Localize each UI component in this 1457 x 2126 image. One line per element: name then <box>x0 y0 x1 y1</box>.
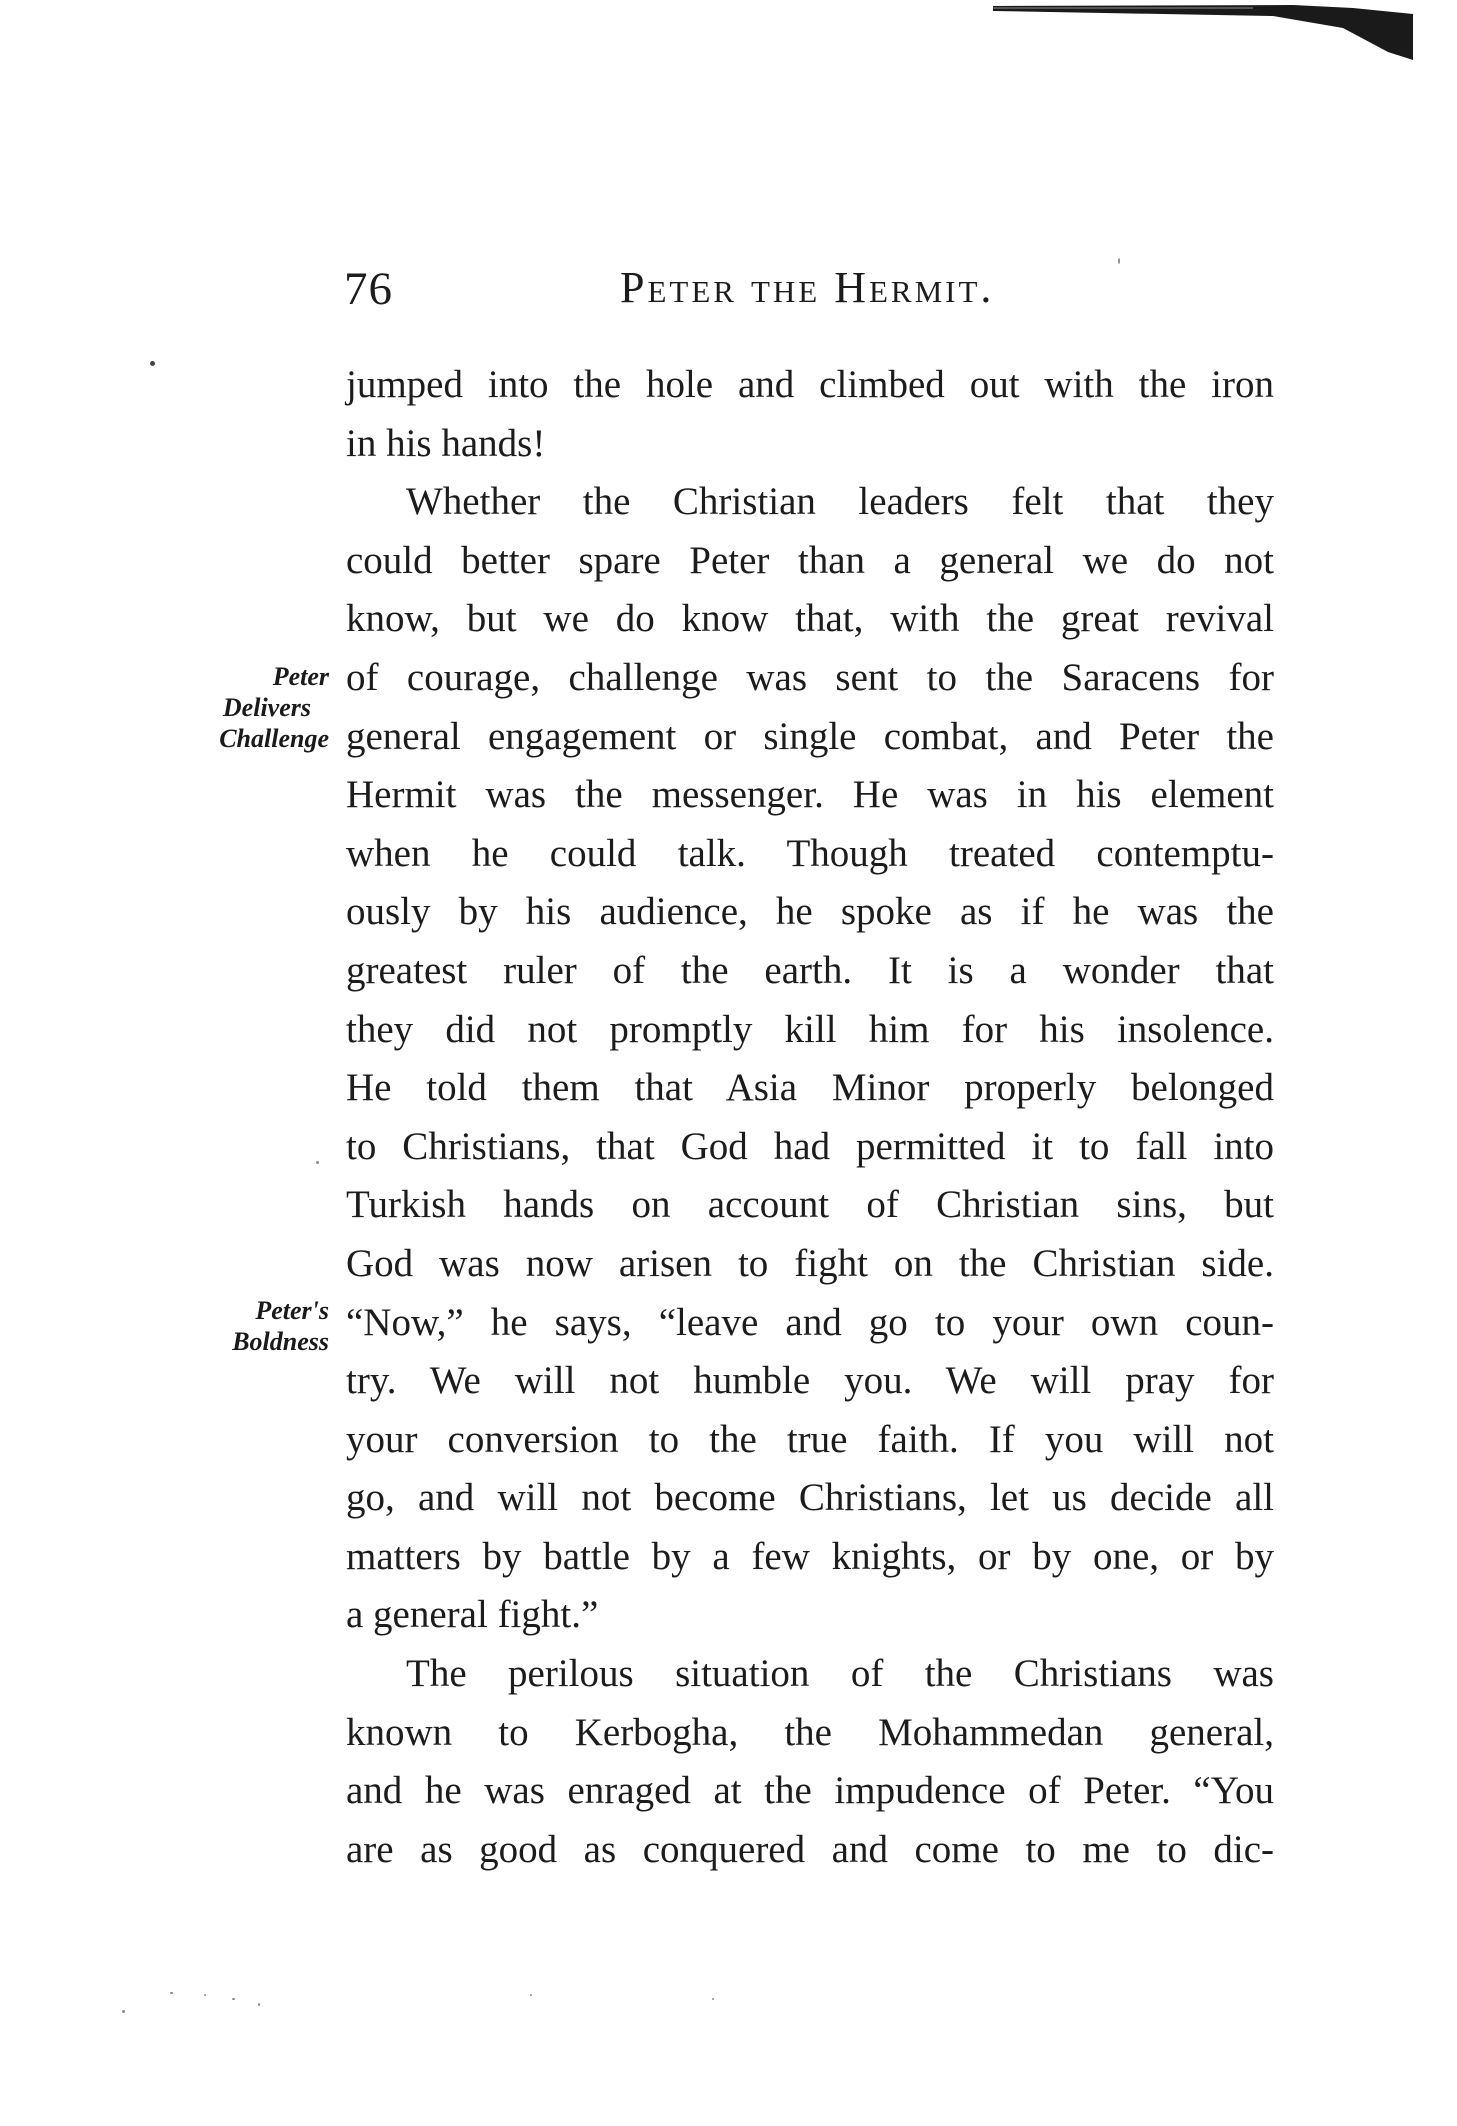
text-line: when he could talk. Though treated contemptu- <box>346 831 1274 875</box>
text-line: know, but we do know that, with the great revival <box>346 597 1274 641</box>
text-line: they did not promptly kill him for his insolence. <box>346 1007 1274 1051</box>
text-line: are as good as conquered and come to me to dic- <box>346 1827 1274 1871</box>
sidenote-line: Delivers <box>222 693 311 722</box>
text-line: jumped into the hole and climbed out with the iron <box>346 363 1274 406</box>
speck <box>316 1161 319 1164</box>
text-line: known to Kerbogha, the Mohammedan general, <box>346 1710 1274 1754</box>
speck <box>170 1992 173 1994</box>
text-line: a general fight.” <box>346 1593 599 1637</box>
text-line: to Christians, that God had permitted it to fall into <box>346 1124 1274 1168</box>
sidenote-line: Challenge <box>219 724 329 753</box>
text-line: matters by battle by a few knights, or by one, or by <box>346 1534 1274 1578</box>
speck <box>1118 258 1120 264</box>
sidenote-peter-delivers-challenge <box>219 661 329 754</box>
text-line: Hermit was the messenger. He was in his element <box>346 773 1274 817</box>
text-line: in his hands! <box>346 421 546 465</box>
speck <box>530 1994 532 1996</box>
page-corner-shadow <box>993 0 1413 60</box>
text-line: general engagement or single combat, and Peter the <box>346 714 1274 758</box>
text-line: ously by his audience, he spoke as if he was the <box>346 890 1274 934</box>
text-line: and he was enraged at the impudence of Peter. “You <box>346 1769 1274 1813</box>
speck <box>232 1998 235 2000</box>
text-line: try. We will not humble you. We will pray for <box>346 1359 1274 1403</box>
running-title: Peter the Hermit. <box>620 263 995 312</box>
text-line: could better spare Peter than a general we do not <box>346 538 1274 582</box>
speck <box>712 1998 714 2000</box>
sidenote-line: Peter's <box>255 1296 329 1325</box>
text-line: “Now,” he says, “leave and go to your own coun- <box>346 1300 1274 1344</box>
body-text <box>346 356 1274 1879</box>
text-line: go, and will not become Christians, let us decide all <box>346 1476 1274 1520</box>
sidenote-line: Peter <box>272 662 329 691</box>
sidenote-peters-boldness <box>232 1295 329 1357</box>
text-line: Turkish hands on account of Christian sins, but <box>346 1183 1274 1227</box>
text-line: God was now arisen to fight on the Christian side. <box>346 1241 1274 1285</box>
speck <box>258 2003 260 2006</box>
sidenote-line: Boldness <box>232 1327 329 1356</box>
speck <box>122 2010 125 2013</box>
speck <box>150 361 155 366</box>
text-line: He told them that Asia Minor properly belonged <box>346 1066 1274 1110</box>
speck <box>204 1994 206 1996</box>
text-line: The perilous situation of the Christians was <box>406 1652 1274 1696</box>
page-number: 76 <box>344 263 393 315</box>
text-line: Whether the Christian leaders felt that they <box>406 480 1274 524</box>
text-line: of courage, challenge was sent to the Saracens for <box>346 655 1274 699</box>
text-line: greatest ruler of the earth. It is a wonder that <box>346 948 1274 992</box>
text-line: your conversion to the true faith. If you will not <box>346 1417 1274 1461</box>
